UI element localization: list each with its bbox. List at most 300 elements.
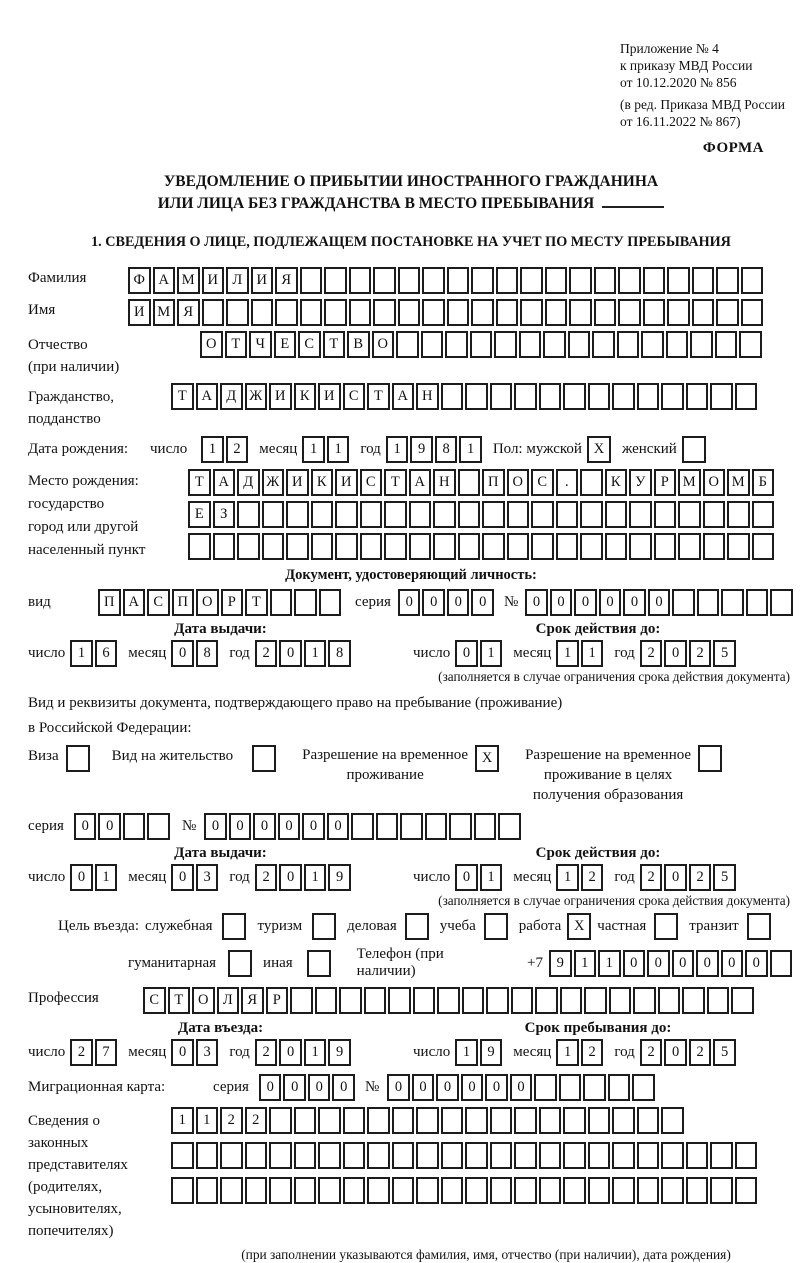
char-box[interactable] bbox=[486, 987, 509, 1014]
char-box[interactable] bbox=[458, 533, 481, 560]
guardians-row1-input[interactable] bbox=[171, 1107, 759, 1134]
char-box[interactable]: Т bbox=[367, 383, 390, 410]
char-box[interactable]: 2 bbox=[640, 1039, 663, 1066]
char-box[interactable] bbox=[465, 1107, 488, 1134]
char-box[interactable]: X bbox=[567, 913, 591, 940]
char-box[interactable] bbox=[300, 299, 323, 326]
char-box[interactable] bbox=[290, 987, 313, 1014]
char-box[interactable]: 0 bbox=[623, 950, 646, 977]
char-box[interactable] bbox=[421, 331, 444, 358]
char-box[interactable] bbox=[376, 813, 399, 840]
char-box[interactable]: 2 bbox=[689, 864, 712, 891]
char-box[interactable] bbox=[384, 501, 407, 528]
char-box[interactable]: 2 bbox=[689, 1039, 712, 1066]
char-box[interactable] bbox=[588, 1177, 611, 1204]
char-box[interactable]: 1 bbox=[70, 640, 93, 667]
char-box[interactable] bbox=[349, 299, 372, 326]
char-box[interactable] bbox=[563, 383, 586, 410]
char-box[interactable] bbox=[373, 267, 396, 294]
char-box[interactable] bbox=[770, 950, 793, 977]
char-box[interactable]: 2 bbox=[226, 436, 249, 463]
char-box[interactable] bbox=[465, 383, 488, 410]
char-box[interactable] bbox=[364, 987, 387, 1014]
char-box[interactable] bbox=[661, 1177, 684, 1204]
char-box[interactable] bbox=[588, 383, 611, 410]
char-box[interactable]: О bbox=[196, 589, 219, 616]
char-box[interactable]: М bbox=[153, 299, 176, 326]
char-box[interactable]: 1 bbox=[327, 436, 350, 463]
char-box[interactable] bbox=[447, 267, 470, 294]
char-box[interactable] bbox=[437, 987, 460, 1014]
char-box[interactable]: Т bbox=[168, 987, 191, 1014]
char-box[interactable] bbox=[727, 501, 750, 528]
char-box[interactable] bbox=[445, 331, 468, 358]
char-box[interactable] bbox=[556, 501, 579, 528]
char-box[interactable]: П bbox=[98, 589, 121, 616]
char-box[interactable] bbox=[618, 267, 641, 294]
char-box[interactable] bbox=[416, 1107, 439, 1134]
char-box[interactable] bbox=[449, 813, 472, 840]
guardians-row3-input[interactable] bbox=[171, 1177, 759, 1204]
char-box[interactable]: . bbox=[556, 469, 579, 496]
char-box[interactable] bbox=[746, 589, 769, 616]
sex-female-checkbox[interactable] bbox=[682, 436, 708, 463]
char-box[interactable] bbox=[196, 1177, 219, 1204]
char-box[interactable] bbox=[490, 1177, 513, 1204]
char-box[interactable]: М bbox=[727, 469, 750, 496]
char-box[interactable] bbox=[433, 501, 456, 528]
purpose-work-checkbox[interactable] bbox=[567, 913, 593, 940]
char-box[interactable]: 1 bbox=[480, 640, 503, 667]
char-box[interactable] bbox=[269, 1107, 292, 1134]
char-box[interactable]: С bbox=[531, 469, 554, 496]
char-box[interactable]: О bbox=[192, 987, 215, 1014]
char-box[interactable] bbox=[319, 589, 342, 616]
char-box[interactable] bbox=[539, 1177, 562, 1204]
char-box[interactable]: 3 bbox=[196, 864, 219, 891]
char-box[interactable]: 0 bbox=[171, 640, 194, 667]
char-box[interactable] bbox=[245, 1142, 268, 1169]
char-box[interactable]: 1 bbox=[455, 1039, 478, 1066]
char-box[interactable]: 9 bbox=[410, 436, 433, 463]
char-box[interactable]: Л bbox=[217, 987, 240, 1014]
char-box[interactable] bbox=[202, 299, 225, 326]
char-box[interactable] bbox=[237, 501, 260, 528]
char-box[interactable]: Я bbox=[177, 299, 200, 326]
char-box[interactable] bbox=[220, 1177, 243, 1204]
char-box[interactable]: 0 bbox=[599, 589, 622, 616]
char-box[interactable]: Е bbox=[188, 501, 211, 528]
char-box[interactable] bbox=[563, 1142, 586, 1169]
char-box[interactable]: С bbox=[360, 469, 383, 496]
char-box[interactable]: 1 bbox=[556, 1039, 579, 1066]
char-box[interactable] bbox=[213, 533, 236, 560]
char-box[interactable]: 8 bbox=[328, 640, 351, 667]
char-box[interactable] bbox=[618, 299, 641, 326]
char-box[interactable] bbox=[245, 1177, 268, 1204]
char-box[interactable] bbox=[462, 987, 485, 1014]
char-box[interactable]: 0 bbox=[302, 813, 325, 840]
char-box[interactable]: Т bbox=[171, 383, 194, 410]
char-box[interactable] bbox=[580, 501, 603, 528]
char-box[interactable]: Ф bbox=[128, 267, 151, 294]
char-box[interactable]: 2 bbox=[255, 640, 278, 667]
char-box[interactable] bbox=[294, 1177, 317, 1204]
char-box[interactable] bbox=[629, 501, 652, 528]
citizenship-input[interactable] bbox=[171, 383, 759, 410]
doc-series-input[interactable] bbox=[398, 589, 496, 616]
char-box[interactable] bbox=[339, 987, 362, 1014]
char-box[interactable]: Т bbox=[384, 469, 407, 496]
char-box[interactable] bbox=[311, 501, 334, 528]
char-box[interactable] bbox=[471, 267, 494, 294]
permit-valid-day-input[interactable] bbox=[455, 864, 504, 891]
char-box[interactable] bbox=[343, 1177, 366, 1204]
char-box[interactable]: Т bbox=[323, 331, 346, 358]
char-box[interactable]: X bbox=[475, 745, 499, 772]
char-box[interactable] bbox=[226, 299, 249, 326]
char-box[interactable] bbox=[367, 1107, 390, 1134]
char-box[interactable]: 9 bbox=[328, 864, 351, 891]
char-box[interactable] bbox=[349, 267, 372, 294]
char-box[interactable] bbox=[373, 299, 396, 326]
char-box[interactable]: 2 bbox=[255, 1039, 278, 1066]
char-box[interactable] bbox=[398, 267, 421, 294]
char-box[interactable]: Л bbox=[226, 267, 249, 294]
char-box[interactable]: 1 bbox=[556, 864, 579, 891]
char-box[interactable]: 6 bbox=[95, 640, 118, 667]
char-box[interactable]: 2 bbox=[640, 864, 663, 891]
char-box[interactable] bbox=[735, 383, 758, 410]
char-box[interactable]: 1 bbox=[459, 436, 482, 463]
char-box[interactable]: 0 bbox=[422, 589, 445, 616]
char-box[interactable]: 0 bbox=[332, 1074, 355, 1101]
char-box[interactable]: 0 bbox=[308, 1074, 331, 1101]
migration-number-input[interactable] bbox=[387, 1074, 657, 1101]
purpose-humanitarian-checkbox[interactable] bbox=[228, 950, 254, 977]
char-box[interactable]: 0 bbox=[279, 1039, 302, 1066]
char-box[interactable]: Ж bbox=[245, 383, 268, 410]
char-box[interactable] bbox=[252, 745, 276, 772]
char-box[interactable]: 0 bbox=[279, 640, 302, 667]
char-box[interactable]: М bbox=[177, 267, 200, 294]
char-box[interactable]: 0 bbox=[171, 1039, 194, 1066]
char-box[interactable] bbox=[727, 533, 750, 560]
char-box[interactable] bbox=[507, 533, 530, 560]
char-box[interactable] bbox=[563, 1107, 586, 1134]
char-box[interactable]: Ж bbox=[262, 469, 285, 496]
char-box[interactable]: Е bbox=[274, 331, 297, 358]
char-box[interactable]: 5 bbox=[713, 864, 736, 891]
char-box[interactable]: 0 bbox=[412, 1074, 435, 1101]
char-box[interactable] bbox=[300, 267, 323, 294]
char-box[interactable] bbox=[270, 589, 293, 616]
char-box[interactable] bbox=[474, 813, 497, 840]
char-box[interactable] bbox=[490, 1142, 513, 1169]
char-box[interactable]: 2 bbox=[245, 1107, 268, 1134]
char-box[interactable] bbox=[392, 1177, 415, 1204]
char-box[interactable]: И bbox=[318, 383, 341, 410]
char-box[interactable] bbox=[678, 533, 701, 560]
char-box[interactable]: И bbox=[286, 469, 309, 496]
char-box[interactable]: У bbox=[629, 469, 652, 496]
char-box[interactable]: 0 bbox=[455, 640, 478, 667]
phone-input[interactable] bbox=[549, 950, 794, 977]
char-box[interactable]: 2 bbox=[581, 1039, 604, 1066]
char-box[interactable] bbox=[698, 745, 722, 772]
char-box[interactable] bbox=[441, 1142, 464, 1169]
stay-day-input[interactable] bbox=[455, 1039, 504, 1066]
char-box[interactable] bbox=[752, 501, 775, 528]
char-box[interactable]: 1 bbox=[574, 950, 597, 977]
char-box[interactable] bbox=[311, 533, 334, 560]
issue-year-input[interactable] bbox=[255, 640, 353, 667]
purpose-other-checkbox[interactable] bbox=[307, 950, 333, 977]
char-box[interactable] bbox=[632, 1074, 655, 1101]
char-box[interactable]: Н bbox=[416, 383, 439, 410]
char-box[interactable] bbox=[666, 331, 689, 358]
char-box[interactable] bbox=[484, 913, 508, 940]
char-box[interactable] bbox=[416, 1177, 439, 1204]
char-box[interactable] bbox=[465, 1142, 488, 1169]
char-box[interactable] bbox=[580, 469, 603, 496]
char-box[interactable]: И bbox=[251, 267, 274, 294]
char-box[interactable]: 7 bbox=[95, 1039, 118, 1066]
char-box[interactable]: 1 bbox=[171, 1107, 194, 1134]
char-box[interactable]: 5 bbox=[713, 640, 736, 667]
char-box[interactable] bbox=[637, 383, 660, 410]
char-box[interactable] bbox=[707, 987, 730, 1014]
char-box[interactable]: П bbox=[172, 589, 195, 616]
char-box[interactable]: Т bbox=[225, 331, 248, 358]
char-box[interactable] bbox=[188, 533, 211, 560]
purpose-private-checkbox[interactable] bbox=[654, 913, 680, 940]
char-box[interactable] bbox=[609, 987, 632, 1014]
char-box[interactable]: Р bbox=[266, 987, 289, 1014]
char-box[interactable]: П bbox=[482, 469, 505, 496]
char-box[interactable] bbox=[661, 1107, 684, 1134]
char-box[interactable]: 1 bbox=[480, 864, 503, 891]
char-box[interactable] bbox=[560, 987, 583, 1014]
char-box[interactable]: 0 bbox=[455, 864, 478, 891]
char-box[interactable]: О bbox=[507, 469, 530, 496]
char-box[interactable] bbox=[735, 1142, 758, 1169]
char-box[interactable] bbox=[392, 1107, 415, 1134]
char-box[interactable]: 0 bbox=[279, 864, 302, 891]
char-box[interactable] bbox=[433, 533, 456, 560]
char-box[interactable]: Б bbox=[752, 469, 775, 496]
char-box[interactable]: 0 bbox=[171, 864, 194, 891]
char-box[interactable] bbox=[286, 501, 309, 528]
char-box[interactable]: Р bbox=[221, 589, 244, 616]
char-box[interactable] bbox=[171, 1142, 194, 1169]
char-box[interactable] bbox=[739, 331, 762, 358]
char-box[interactable] bbox=[710, 383, 733, 410]
char-box[interactable] bbox=[496, 267, 519, 294]
char-box[interactable] bbox=[514, 383, 537, 410]
char-box[interactable]: 0 bbox=[471, 589, 494, 616]
char-box[interactable]: 8 bbox=[435, 436, 458, 463]
issue-month-input[interactable] bbox=[171, 640, 220, 667]
issue-day-input[interactable] bbox=[70, 640, 119, 667]
char-box[interactable]: 0 bbox=[98, 813, 121, 840]
char-box[interactable] bbox=[710, 1177, 733, 1204]
char-box[interactable] bbox=[531, 501, 554, 528]
char-box[interactable]: 0 bbox=[664, 640, 687, 667]
char-box[interactable] bbox=[710, 1142, 733, 1169]
char-box[interactable] bbox=[396, 331, 419, 358]
char-box[interactable]: 0 bbox=[510, 1074, 533, 1101]
char-box[interactable] bbox=[511, 987, 534, 1014]
char-box[interactable]: 2 bbox=[255, 864, 278, 891]
char-box[interactable] bbox=[425, 813, 448, 840]
char-box[interactable] bbox=[686, 383, 709, 410]
char-box[interactable]: С bbox=[298, 331, 321, 358]
char-box[interactable] bbox=[441, 1107, 464, 1134]
char-box[interactable] bbox=[692, 267, 715, 294]
char-box[interactable]: О bbox=[200, 331, 223, 358]
char-box[interactable] bbox=[654, 913, 678, 940]
char-box[interactable]: Д bbox=[237, 469, 260, 496]
char-box[interactable]: 9 bbox=[328, 1039, 351, 1066]
birth-year-input[interactable] bbox=[386, 436, 484, 463]
char-box[interactable] bbox=[735, 1177, 758, 1204]
char-box[interactable] bbox=[697, 589, 720, 616]
char-box[interactable]: 3 bbox=[196, 1039, 219, 1066]
char-box[interactable]: Я bbox=[275, 267, 298, 294]
permit-valid-month-input[interactable] bbox=[556, 864, 605, 891]
purpose-business-checkbox[interactable] bbox=[405, 913, 431, 940]
char-box[interactable]: 0 bbox=[648, 589, 671, 616]
char-box[interactable]: М bbox=[678, 469, 701, 496]
char-box[interactable]: 9 bbox=[549, 950, 572, 977]
stay-year-input[interactable] bbox=[640, 1039, 738, 1066]
char-box[interactable] bbox=[531, 533, 554, 560]
char-box[interactable]: И bbox=[269, 383, 292, 410]
char-box[interactable] bbox=[507, 501, 530, 528]
char-box[interactable] bbox=[307, 950, 331, 977]
char-box[interactable] bbox=[545, 299, 568, 326]
char-box[interactable] bbox=[422, 299, 445, 326]
sex-male-checkbox[interactable] bbox=[587, 436, 613, 463]
surname-input[interactable] bbox=[128, 267, 765, 294]
char-box[interactable] bbox=[465, 1177, 488, 1204]
entry-month-input[interactable] bbox=[171, 1039, 220, 1066]
char-box[interactable]: 0 bbox=[664, 1039, 687, 1066]
char-box[interactable]: 2 bbox=[689, 640, 712, 667]
valid-year-input[interactable] bbox=[640, 640, 738, 667]
purpose-official-checkbox[interactable] bbox=[222, 913, 248, 940]
char-box[interactable] bbox=[147, 813, 170, 840]
permit-valid-year-input[interactable] bbox=[640, 864, 738, 891]
char-box[interactable] bbox=[658, 987, 681, 1014]
doc-number-input[interactable] bbox=[525, 589, 795, 616]
char-box[interactable]: 0 bbox=[70, 864, 93, 891]
char-box[interactable]: 0 bbox=[623, 589, 646, 616]
char-box[interactable]: О bbox=[703, 469, 726, 496]
purpose-transit-checkbox[interactable] bbox=[747, 913, 773, 940]
char-box[interactable] bbox=[269, 1177, 292, 1204]
char-box[interactable] bbox=[588, 1107, 611, 1134]
char-box[interactable]: 0 bbox=[672, 950, 695, 977]
char-box[interactable] bbox=[715, 331, 738, 358]
char-box[interactable] bbox=[294, 1142, 317, 1169]
char-box[interactable]: 0 bbox=[447, 589, 470, 616]
char-box[interactable] bbox=[514, 1142, 537, 1169]
char-box[interactable]: З bbox=[213, 501, 236, 528]
char-box[interactable] bbox=[318, 1107, 341, 1134]
char-box[interactable] bbox=[196, 1142, 219, 1169]
char-box[interactable]: 0 bbox=[461, 1074, 484, 1101]
char-box[interactable]: 2 bbox=[220, 1107, 243, 1134]
char-box[interactable] bbox=[568, 331, 591, 358]
char-box[interactable] bbox=[588, 1142, 611, 1169]
char-box[interactable]: Ч bbox=[249, 331, 272, 358]
char-box[interactable] bbox=[416, 1142, 439, 1169]
char-box[interactable] bbox=[741, 267, 764, 294]
char-box[interactable]: 0 bbox=[721, 950, 744, 977]
char-box[interactable]: Т bbox=[188, 469, 211, 496]
char-box[interactable] bbox=[498, 813, 521, 840]
char-box[interactable] bbox=[703, 533, 726, 560]
char-box[interactable] bbox=[612, 1107, 635, 1134]
char-box[interactable]: А bbox=[213, 469, 236, 496]
char-box[interactable] bbox=[637, 1142, 660, 1169]
char-box[interactable] bbox=[559, 1074, 582, 1101]
char-box[interactable] bbox=[262, 533, 285, 560]
patronymic-input[interactable] bbox=[200, 331, 764, 358]
char-box[interactable] bbox=[520, 299, 543, 326]
char-box[interactable] bbox=[690, 331, 713, 358]
char-box[interactable] bbox=[66, 745, 90, 772]
char-box[interactable]: К bbox=[605, 469, 628, 496]
char-box[interactable]: 0 bbox=[647, 950, 670, 977]
char-box[interactable] bbox=[422, 267, 445, 294]
char-box[interactable] bbox=[539, 383, 562, 410]
char-box[interactable] bbox=[335, 533, 358, 560]
birth-day-input[interactable] bbox=[201, 436, 250, 463]
char-box[interactable] bbox=[388, 987, 411, 1014]
char-box[interactable]: 1 bbox=[201, 436, 224, 463]
char-box[interactable]: 0 bbox=[204, 813, 227, 840]
char-box[interactable]: И bbox=[202, 267, 225, 294]
char-box[interactable] bbox=[458, 501, 481, 528]
char-box[interactable] bbox=[612, 383, 635, 410]
char-box[interactable]: Н bbox=[433, 469, 456, 496]
char-box[interactable] bbox=[543, 331, 566, 358]
char-box[interactable]: А bbox=[392, 383, 415, 410]
char-box[interactable] bbox=[654, 533, 677, 560]
char-box[interactable]: 0 bbox=[436, 1074, 459, 1101]
char-box[interactable] bbox=[682, 987, 705, 1014]
char-box[interactable] bbox=[661, 1142, 684, 1169]
purpose-tourism-checkbox[interactable] bbox=[312, 913, 338, 940]
char-box[interactable] bbox=[752, 533, 775, 560]
char-box[interactable] bbox=[629, 533, 652, 560]
char-box[interactable]: 0 bbox=[485, 1074, 508, 1101]
char-box[interactable] bbox=[458, 469, 481, 496]
char-box[interactable] bbox=[482, 501, 505, 528]
char-box[interactable] bbox=[343, 1142, 366, 1169]
char-box[interactable] bbox=[519, 331, 542, 358]
char-box[interactable]: С bbox=[343, 383, 366, 410]
char-box[interactable]: 0 bbox=[74, 813, 97, 840]
char-box[interactable] bbox=[731, 987, 754, 1014]
char-box[interactable] bbox=[413, 987, 436, 1014]
char-box[interactable]: X bbox=[587, 436, 611, 463]
char-box[interactable] bbox=[392, 1142, 415, 1169]
char-box[interactable] bbox=[654, 501, 677, 528]
